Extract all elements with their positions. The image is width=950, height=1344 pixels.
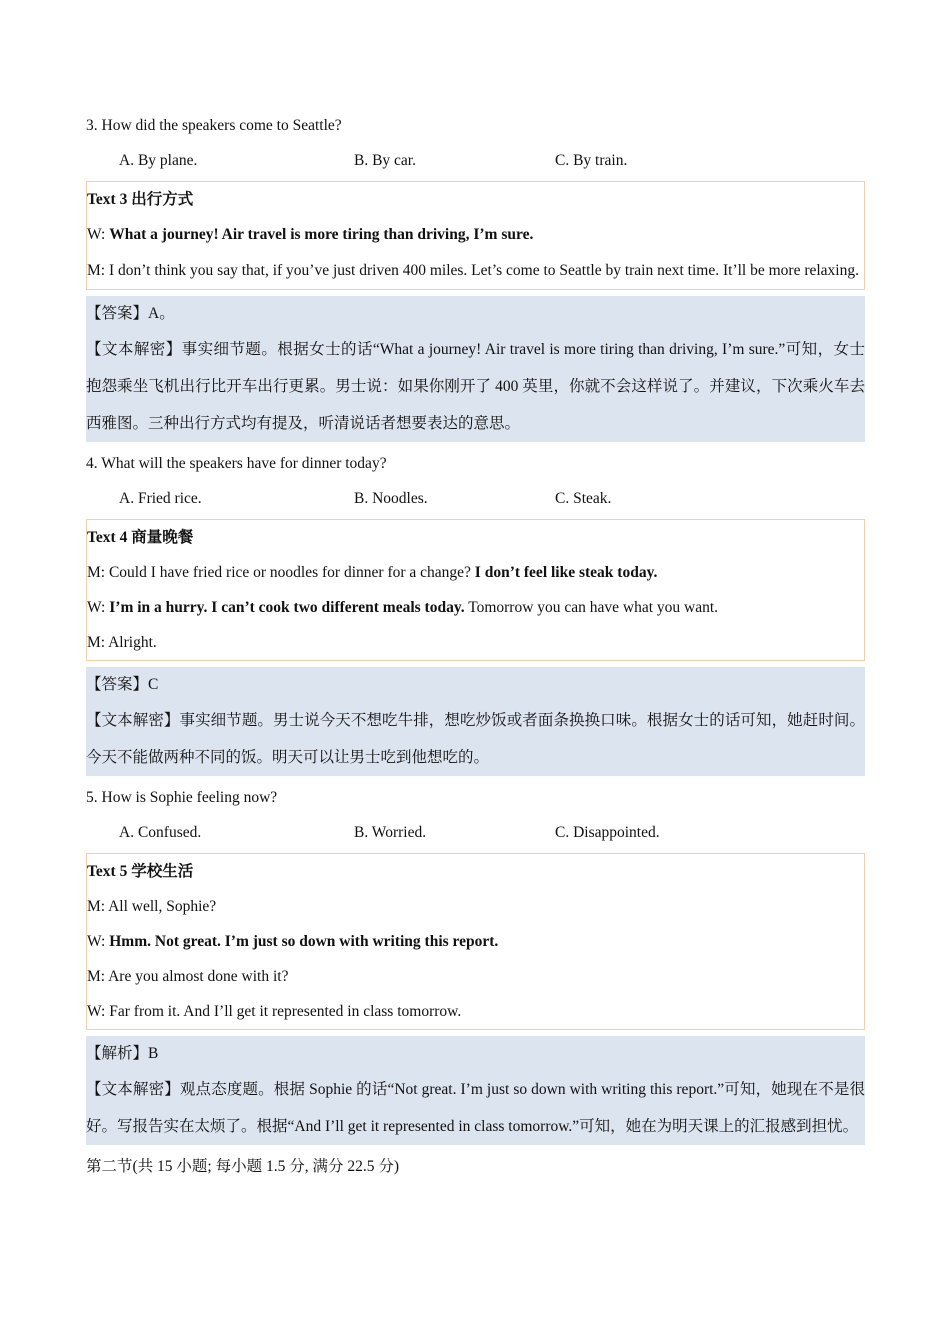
option-b: B. By car. — [354, 152, 416, 169]
option-b: B. Noodles. — [354, 490, 428, 507]
dialog-text: Tomorrow you can have what you want. — [464, 599, 719, 616]
dialog-line — [87, 217, 864, 252]
option-c: C. Disappointed. — [555, 824, 660, 841]
answer-block-5 — [86, 1036, 865, 1145]
dialog-text: Far from it. And I’ll get it represented in class tomorrow. — [109, 1003, 462, 1020]
transcript-box-5 — [86, 853, 865, 1030]
option-c: C. By train. — [555, 152, 628, 169]
dialog-line — [87, 994, 864, 1029]
section-heading: 第二节(共 15 小题; 每小题 1.5 分, 满分 22.5 分) — [86, 1158, 400, 1175]
dialog-line — [87, 252, 864, 289]
option-c: C. Steak. — [555, 490, 612, 507]
answer-label: 【答案】A。 — [86, 305, 175, 322]
speaker-label: W: — [87, 1003, 110, 1020]
speaker-label: W: — [87, 933, 110, 950]
speaker-label: W: — [87, 226, 110, 243]
dialog-line — [87, 590, 864, 625]
transcript-box-4 — [86, 519, 865, 661]
dialog-line — [87, 555, 864, 590]
speaker-label: M: — [87, 898, 109, 915]
answer-label: 【解析】B — [86, 1045, 159, 1062]
dialog-line — [87, 625, 864, 660]
question-4: 4. What will the speakers have for dinner today? — [86, 455, 387, 472]
key-sentence: I don’t feel like steak today. — [474, 564, 658, 581]
dialog-text: Alright. — [108, 634, 157, 651]
option-a: A. Confused. — [119, 824, 202, 841]
dialog-line — [87, 959, 864, 994]
transcript-title: Text 5 学校生活 — [87, 863, 194, 880]
dialog-text: Could I have fried rice or noodles for dinner for a change? — [108, 564, 475, 581]
speaker-label: M: — [87, 968, 109, 985]
dialog-text: Are you almost done with it? — [108, 968, 289, 985]
question-4-options — [86, 481, 865, 516]
answer-explanation: 【文本解密】事实细节题。男士说今天不想吃牛排，想吃炒饭或者面条换换口味。根据女士的话可知，她赶时间。今天不能做两种不同的饭。明天可以让男士吃到他想吃的。 — [86, 712, 865, 766]
key-sentence: I’m in a hurry. I can’t cook two different meals today. — [109, 599, 465, 616]
speaker-label: M: — [87, 564, 109, 581]
option-a: A. Fried rice. — [119, 490, 202, 507]
transcript-box-3 — [86, 181, 865, 290]
answer-block-3 — [86, 296, 865, 442]
dialog-line — [87, 889, 864, 924]
speaker-label: M: — [87, 634, 109, 651]
question-5-options — [86, 815, 865, 850]
answer-explanation: 【文本解密】观点态度题。根据 Sophie 的话“Not great. I’m just so down with writing this report.”可知，她现在不是很好。写报告实在太烦了。根据“And I’ll get it represented in class tomorrow.”可知，她在为明天课上的汇报感到担忧。 — [86, 1081, 865, 1135]
option-a: A. By plane. — [119, 152, 198, 169]
dialog-text: I don’t think you say that, if you’ve just driven 400 miles. Let’s come to Seattle by train next time. It’ll be more relaxing. — [108, 262, 859, 279]
dialog-text: All well, Sophie? — [108, 898, 217, 915]
option-b: B. Worried. — [354, 824, 427, 841]
question-3: 3. How did the speakers come to Seattle? — [86, 117, 342, 134]
answer-block-4 — [86, 667, 865, 776]
question-5: 5. How is Sophie feeling now? — [86, 789, 278, 806]
key-sentence: What a journey! Air travel is more tiring than driving, I’m sure. — [109, 226, 534, 243]
question-3-options — [86, 143, 865, 178]
answer-explanation: 【文本解密】事实细节题。根据女士的话“What a journey! Air travel is more tiring than driving, I’m sure.”可知，女士抱怨乘坐飞机出行比开车出行更累。男士说：如果你刚开了 400 英里，你就不会这样说了。并建议，下次乘火车去西雅图。三种出行方式均有提及，听清说话者想要表达的意思。 — [86, 341, 865, 432]
dialog-line — [87, 924, 864, 959]
key-sentence: Hmm. Not great. I’m just so down with writing this report. — [109, 933, 499, 950]
speaker-label: W: — [87, 599, 110, 616]
document-page — [86, 108, 865, 1184]
answer-label: 【答案】C — [86, 676, 159, 693]
transcript-title: Text 4 商量晚餐 — [87, 529, 194, 546]
transcript-title: Text 3 出行方式 — [87, 191, 194, 208]
speaker-label: M: — [87, 262, 109, 279]
